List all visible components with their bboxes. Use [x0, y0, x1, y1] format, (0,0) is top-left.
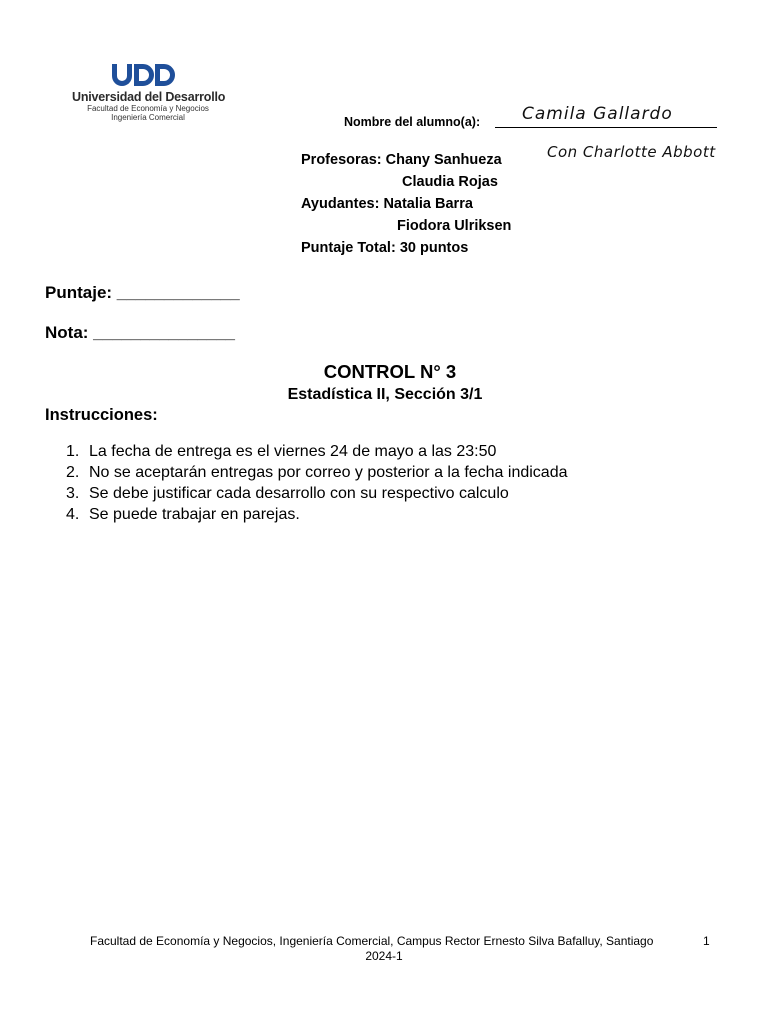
- page-number: 1: [703, 934, 710, 948]
- logo-program: Ingeniería Comercial: [111, 113, 185, 122]
- nota-field: Nota: _______________: [45, 323, 235, 342]
- list-item: 2. No se aceptarán entregas por correo y posterior a la fecha indicada: [66, 464, 568, 481]
- list-item: 1. La fecha de entrega es el viernes 24 de mayo a las 23:50: [66, 443, 497, 460]
- profesoras-line: Profesoras: Chany Sanhueza: [301, 152, 502, 168]
- ayudantes-line: Ayudantes: Natalia Barra: [301, 196, 473, 212]
- instructions-heading: Instrucciones:: [45, 406, 158, 424]
- ayudante-second: Fiodora Ulriksen: [397, 218, 512, 234]
- puntaje-field: Puntaje: _____________: [45, 283, 240, 302]
- exam-title: CONTROL N° 3: [323, 361, 457, 382]
- list-item: 4. Se puede trabajar en parejas.: [66, 506, 300, 523]
- logo-faculty: Facultad de Economía y Negocios: [87, 104, 209, 113]
- puntaje-total: Puntaje Total: 30 puntos: [301, 240, 469, 256]
- instructions-list: [66, 443, 568, 527]
- university-logo: [72, 64, 232, 122]
- handwritten-student-name: Camila Gallardo: [522, 104, 673, 124]
- logo-university-name: Universidad del Desarrollo: [72, 90, 226, 104]
- student-name-label: Nombre del alumno(a):: [344, 115, 481, 129]
- list-item: 3. Se debe justificar cada desarrollo con su respectivo calculo: [66, 485, 509, 502]
- footer-text: Facultad de Economía y Negocios, Ingeniería Comercial, Campus Rector Ernesto Silva Bafalluy, Santiago: [90, 934, 654, 948]
- student-name-line: [495, 127, 717, 128]
- handwritten-partner-name: Con Charlotte Abbott: [547, 143, 716, 161]
- footer-year: 2024-1: [365, 949, 403, 963]
- exam-subtitle: Estadística II, Sección 3/1: [287, 386, 483, 403]
- udd-logo-icon: [112, 64, 176, 90]
- profesora-second: Claudia Rojas: [402, 174, 498, 190]
